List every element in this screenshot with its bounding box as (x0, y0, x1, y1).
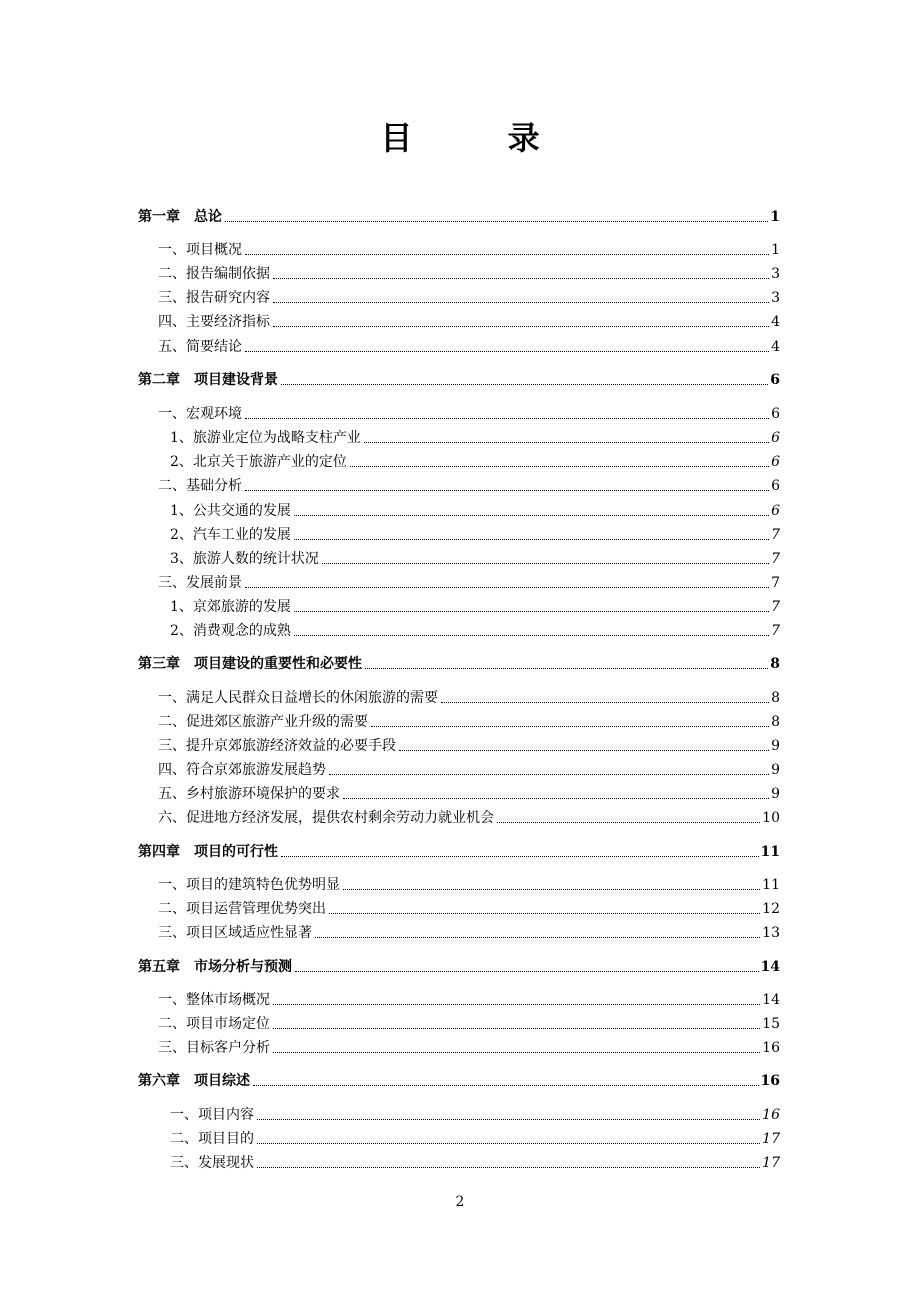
toc-entry-title: 第一章 总论 (138, 209, 222, 225)
toc-section-entry[interactable] (138, 899, 780, 919)
toc-entry-title: 第三章 项目建设的重要性和必要性 (138, 656, 362, 672)
toc-entry-page: 3 (771, 290, 780, 306)
toc-dot-leader (273, 1003, 760, 1005)
toc-entry-page: 7 (771, 551, 780, 567)
toc-entry-page: 6 (771, 478, 780, 494)
toc-dot-leader (329, 773, 769, 775)
toc-entry-page: 7 (771, 623, 780, 639)
toc-entry-page: 7 (771, 599, 780, 615)
toc-entry-title: 三、项目区域适应性显著 (158, 925, 312, 941)
toc-entry-title: 三、报告研究内容 (158, 290, 270, 306)
toc-entry-page: 9 (771, 786, 780, 802)
toc-section-entry[interactable] (138, 923, 780, 943)
toc-dot-leader (273, 325, 769, 327)
toc-entry-title: 二、项目市场定位 (158, 1016, 270, 1032)
toc-entry-page: 7 (771, 575, 780, 591)
toc-dot-leader (273, 1051, 760, 1053)
toc-dot-leader (294, 610, 769, 612)
toc-section-entry[interactable] (138, 688, 780, 708)
toc-entry-page: 7 (771, 527, 780, 543)
toc-entry-title: 四、符合京郊旅游发展趋势 (158, 762, 326, 778)
toc-section-entry[interactable] (138, 288, 780, 308)
toc-entry-page: 17 (762, 1131, 780, 1147)
toc-entry-title: 二、项目目的 (170, 1131, 254, 1147)
toc-dot-leader (225, 220, 768, 222)
toc-chapter-entry[interactable] (138, 957, 780, 977)
toc-section-entry[interactable] (138, 312, 780, 332)
toc-entry-page: 12 (762, 901, 780, 917)
toc-entry-page: 3 (771, 266, 780, 282)
toc-section-entry[interactable] (138, 1038, 780, 1058)
page-title: 目 录 (380, 119, 582, 157)
toc-entry-title: 一、整体市场概况 (158, 992, 270, 1008)
toc-entry-page: 1 (771, 242, 780, 258)
toc-entry-title: 五、乡村旅游环境保护的要求 (158, 786, 340, 802)
toc-dot-leader (399, 749, 769, 751)
toc-dot-leader (257, 1166, 760, 1168)
toc-entry-page: 16 (762, 1107, 780, 1123)
toc-entry-title: 五、简要结论 (158, 339, 242, 355)
toc-entry-title: 三、提升京郊旅游经济效益的必要手段 (158, 738, 396, 754)
toc-section-entry[interactable] (138, 264, 780, 284)
toc-section-entry[interactable] (138, 990, 780, 1010)
toc-entry-title: 2、汽车工业的发展 (170, 527, 291, 543)
toc-section-entry[interactable] (138, 337, 780, 357)
toc-dot-leader (257, 1118, 760, 1120)
toc-entry-page: 11 (762, 877, 780, 893)
toc-entry-page: 11 (760, 844, 780, 860)
toc-entry-title: 2、北京关于旅游产业的定位 (170, 454, 347, 470)
toc-dot-leader (295, 970, 759, 972)
toc-entry-title: 三、目标客户分析 (158, 1040, 270, 1056)
toc-entry-title: 第五章 市场分析与预测 (138, 959, 292, 975)
toc-entry-page: 16 (762, 1040, 780, 1056)
toc-dot-leader (273, 301, 769, 303)
toc-entry-page: 4 (771, 339, 780, 355)
toc-chapter-entry[interactable] (138, 654, 780, 674)
toc-entry-title: 三、发展现状 (170, 1155, 254, 1171)
toc-dot-leader (294, 538, 769, 540)
toc-dot-leader (257, 1142, 760, 1144)
toc-entry-title: 二、报告编制依据 (158, 266, 270, 282)
toc-entry-title: 六、促进地方经济发展，提供农村剩余劳动力就业机会 (158, 810, 494, 826)
toc-entry-page: 15 (762, 1016, 780, 1032)
toc-section-entry[interactable] (138, 712, 780, 732)
toc-dot-leader (371, 725, 769, 727)
toc-entry-title: 1、旅游业定位为战略支柱产业 (170, 430, 361, 446)
toc-section-entry[interactable] (138, 476, 780, 496)
toc-dot-leader (281, 383, 768, 385)
toc-entry-title: 第四章 项目的可行性 (138, 844, 278, 860)
toc-section-entry[interactable] (138, 549, 780, 569)
toc-entry-title: 二、项目运营管理优势突出 (158, 901, 326, 917)
toc-dot-leader (245, 586, 769, 588)
toc-dot-leader (364, 441, 769, 443)
toc-entry-title: 二、促进郊区旅游产业升级的需要 (158, 714, 368, 730)
toc-entry-page: 16 (760, 1073, 780, 1089)
toc-entry-page: 6 (771, 454, 780, 470)
toc-entry-title: 一、项目概况 (158, 242, 242, 258)
toc-dot-leader (441, 701, 769, 703)
toc-dot-leader (294, 514, 769, 516)
toc-entry-title: 一、满足人民群众日益增长的休闲旅游的需要 (158, 690, 438, 706)
toc-dot-leader (350, 465, 769, 467)
toc-dot-leader (497, 821, 760, 823)
toc-dot-leader (245, 253, 769, 255)
toc-dot-leader (273, 1027, 760, 1029)
toc-entry-title: 三、发展前景 (158, 575, 242, 591)
toc-entry-page: 8 (771, 690, 780, 706)
toc-section-entry[interactable] (138, 404, 780, 424)
toc-section-entry[interactable] (138, 875, 780, 895)
toc-entry-page: 8 (770, 656, 780, 672)
toc-dot-leader (322, 562, 769, 564)
toc-section-entry[interactable] (138, 760, 780, 780)
toc-entry-title: 一、宏观环境 (158, 406, 242, 422)
toc-entry-title: 3、旅游人数的统计状况 (170, 551, 319, 567)
toc-dot-leader (315, 936, 760, 938)
toc-entry-title: 2、消费观念的成熟 (170, 623, 291, 639)
toc-dot-leader (245, 350, 769, 352)
toc-section-entry[interactable] (138, 1129, 780, 1149)
toc-dot-leader (343, 797, 769, 799)
toc-entry-page: 9 (771, 738, 780, 754)
toc-entry-title: 二、基础分析 (158, 478, 242, 494)
toc-entry-page: 4 (771, 314, 780, 330)
toc-section-entry[interactable] (138, 428, 780, 448)
toc-section-entry[interactable] (138, 1014, 780, 1034)
toc-dot-leader (245, 417, 769, 419)
toc-entry-title: 1、京郊旅游的发展 (170, 599, 291, 615)
toc-entry-title: 一、项目的建筑特色优势明显 (158, 877, 340, 893)
toc-entry-page: 10 (762, 810, 780, 826)
toc-chapter-entry[interactable] (138, 370, 780, 390)
toc-dot-leader (343, 888, 760, 890)
toc-entry-page: 14 (762, 992, 780, 1008)
toc-section-entry[interactable] (138, 452, 780, 472)
toc-section-entry[interactable] (138, 573, 780, 593)
toc-entry-page: 8 (771, 714, 780, 730)
toc-entry-title: 四、主要经济指标 (158, 314, 270, 330)
toc-dot-leader (365, 667, 768, 669)
toc-entry-title: 第六章 项目综述 (138, 1073, 250, 1089)
toc-section-entry[interactable] (138, 525, 780, 545)
toc-section-entry[interactable] (138, 501, 780, 521)
toc-entry-page: 13 (762, 925, 780, 941)
toc-chapter-entry[interactable] (138, 207, 780, 227)
toc-dot-leader (281, 855, 759, 857)
toc-dot-leader (273, 277, 769, 279)
toc-dot-leader (253, 1084, 759, 1086)
toc-chapter-entry[interactable] (138, 842, 780, 862)
page-number: 2 (455, 1194, 465, 1210)
toc-section-entry[interactable] (138, 621, 780, 641)
toc-entry-page: 6 (771, 503, 780, 519)
toc-section-entry[interactable] (138, 808, 780, 828)
toc-section-entry[interactable] (138, 597, 780, 617)
toc-dot-leader (245, 489, 769, 491)
toc-section-entry[interactable] (138, 1153, 780, 1173)
toc-section-entry[interactable] (138, 240, 780, 260)
toc-dot-leader (329, 912, 760, 914)
toc-entry-page: 6 (771, 430, 780, 446)
toc-entry-page: 9 (771, 762, 780, 778)
toc-entry-page: 17 (762, 1155, 780, 1171)
toc-entry-title: 一、项目内容 (170, 1107, 254, 1123)
toc-dot-leader (294, 634, 769, 636)
toc-entry-page: 6 (771, 406, 780, 422)
toc-entry-page: 1 (770, 209, 780, 225)
toc-entry-page: 6 (770, 372, 780, 388)
toc-entry-title: 1、公共交通的发展 (170, 503, 291, 519)
toc-section-entry[interactable] (138, 1105, 780, 1125)
toc-chapter-entry[interactable] (138, 1071, 780, 1091)
toc-section-entry[interactable] (138, 736, 780, 756)
toc-entry-title: 第二章 项目建设背景 (138, 372, 278, 388)
toc-entry-page: 14 (760, 959, 780, 975)
toc-section-entry[interactable] (138, 784, 780, 804)
